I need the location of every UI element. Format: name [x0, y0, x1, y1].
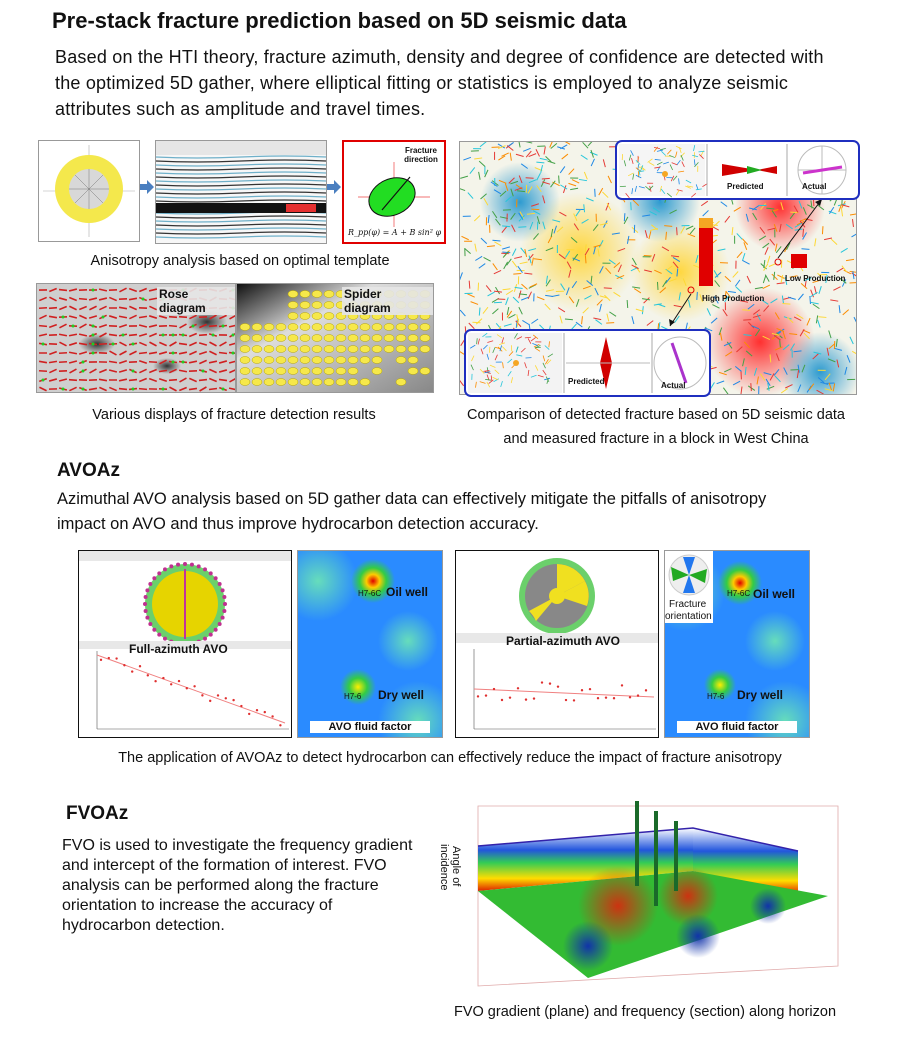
rose-diagram-image [36, 283, 236, 393]
fluid-factor-label-1: AVO fluid factor [310, 721, 430, 733]
formula-label: R_pp(φ) = A + B sin² φ [348, 228, 442, 237]
intro-paragraph: Based on the HTI theory, fracture azimuth, density and degree of confidence are detected with the optimized 5D gather, where elliptical fitting or statistics is employed to analyze seismic attributes such as amplitude and travel times. [55, 47, 824, 119]
fig1-caption: Anisotropy analysis based on optimal template [90, 253, 390, 269]
low-production-label: Low Production [785, 274, 846, 283]
angle-of-incidence-label-l2: incidence [438, 844, 450, 891]
predicted-label-bottom: Predicted [568, 377, 605, 386]
predicted-label-top: Predicted [727, 182, 764, 191]
high-production-label: High Production [702, 294, 765, 303]
avoaz-caption: The application of AVOAz to detect hydrocarbon can effectively reduce the impact of fracture anisotropy [118, 750, 782, 766]
inset-top [615, 140, 860, 200]
dry-well-label-2: Dry well [737, 688, 784, 702]
partial-azimuth-panel [455, 550, 659, 738]
fracture-ellipse-image [342, 140, 446, 244]
spider-diagram-label: Spider diagram [342, 287, 433, 315]
spider-diagram-image [236, 283, 434, 393]
fluid-factor-map-2 [664, 550, 810, 738]
actual-label-bottom: Actual [661, 381, 686, 390]
template-polar-image [38, 140, 140, 242]
avoaz-heading: AVOAz [57, 460, 120, 481]
fvo-3d-volume-image [438, 796, 858, 996]
actual-label-top: Actual [802, 182, 827, 191]
fluid-factor-map-1 [297, 550, 443, 738]
fvoaz-caption: FVO gradient (plane) and frequency (section) along horizon [453, 1004, 837, 1020]
arrow-right-icon [327, 180, 341, 194]
fig3-caption-line2: and measured fracture in a block in West China [503, 431, 809, 447]
dry-well-tag-2: H7-6 [707, 692, 725, 701]
avoaz-text-line2: impact on AVO and thus improve hydrocarbon detection accuracy. [57, 515, 539, 533]
fvoaz-text: FVO is used to investigate the frequency gradient and intercept of the formation of interest. FVO analysis can be performed along the fracture orientation to increase the accuracy of hydrocarbon detection. [62, 837, 413, 934]
oil-well-label-2: Oil well [753, 587, 796, 601]
fracture-orientation-label-l2: orientation [665, 611, 712, 622]
full-azimuth-label: Full-azimuth AVO [129, 642, 228, 656]
dry-well-tag-1: H7-6 [344, 692, 362, 701]
fvoaz-heading: FVOAz [66, 803, 129, 824]
fig2-caption: Various displays of fracture detection results [92, 407, 376, 423]
partial-azimuth-label: Partial-azimuth AVO [506, 634, 621, 648]
rose-diagram-label: Rose diagram [157, 287, 235, 315]
fig3-caption-line1: Comparison of detected fracture based on 5D seismic data [466, 407, 845, 423]
inset-bottom [464, 329, 711, 397]
gather-image [155, 140, 327, 244]
dry-well-label-1: Dry well [378, 688, 425, 702]
oil-well-tag-2: H7-6C [727, 589, 751, 598]
oil-well-tag-1: H7-6C [358, 589, 382, 598]
avoaz-text-line1: Azimuthal AVO analysis based on 5D gather data can effectively mitigate the pitfalls of anisotropy [57, 490, 767, 508]
oil-well-label-1: Oil well [386, 585, 429, 599]
fluid-factor-label-2: AVO fluid factor [677, 721, 797, 733]
fracture-orientation-label-l1: Fracture [669, 599, 707, 610]
angle-of-incidence-label-l1: Angle of [450, 846, 462, 887]
page-title: Pre-stack fracture prediction based on 5D seismic data [52, 8, 627, 33]
arrow-right-icon [140, 180, 154, 194]
full-azimuth-panel [78, 550, 292, 738]
fracture-direction-label: Fracture direction [404, 146, 438, 164]
